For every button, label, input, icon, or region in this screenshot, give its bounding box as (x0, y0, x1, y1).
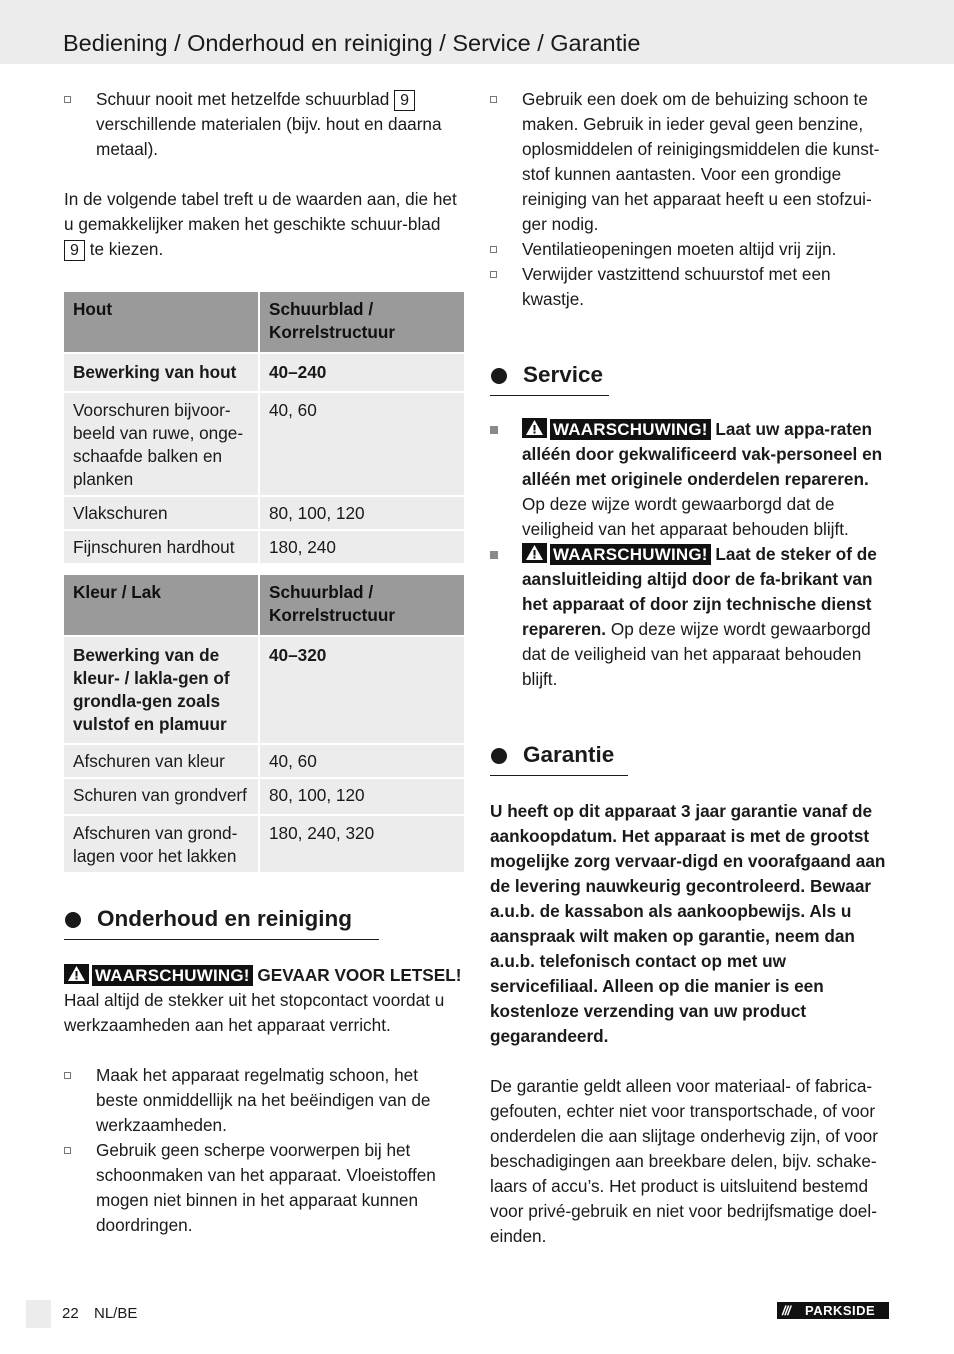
table-cell: 180, 240, 320 (260, 816, 464, 874)
checkbox-bullet-icon (64, 96, 71, 103)
page-header (0, 0, 954, 64)
list-item: Schuur nooit met hetzelfde schuurblad 9 verschillende materialen (bijv. hout en daarna metaal). (64, 87, 464, 162)
logo-slashes: /// (782, 1303, 790, 1318)
bullet-dot-icon (491, 368, 507, 384)
table-header-cell: Kleur / Lak (64, 575, 260, 637)
table-cell: Fijnschuren hardhout (64, 531, 260, 565)
table-row (64, 393, 464, 497)
warning-triangle-icon (522, 418, 547, 438)
warning-maintenance: WAARSCHUWING! GEVAAR VOOR LETSEL! Haal altijd de stekker uit het stopcontact voordat u werkzaamheden aan het apparaat verricht. (64, 965, 462, 1035)
square-bullet-icon (490, 551, 498, 559)
left-column (64, 87, 464, 1238)
list-item: Ventilatieopeningen moeten altijd vrij zijn. (490, 237, 892, 262)
table-row (64, 354, 464, 393)
table-cell: 80, 100, 120 (260, 779, 464, 816)
list-item: Maak het apparaat regelmatig schoon, het beste onmiddellijk na het beëindigen van de werkzaamheden. (64, 1063, 464, 1138)
list-item: Gebruik een doek om de behuizing schoon te maken. Gebruik in ieder geval geen benzine, oplosmiddelen of reinigingsmiddelen die kunst-stof kunnen aantasten. Voor een grondige reiniging van het apparaat heeft u een stofzui-ger nodig. (490, 87, 892, 237)
bullet-dot-icon (65, 912, 81, 928)
logo-text: PARKSIDE (805, 1303, 876, 1318)
table-row (64, 497, 464, 531)
warning-label: WAARSCHUWING! (550, 419, 711, 440)
heading-underline (490, 775, 628, 777)
table-header-cell: Schuurblad / Korrelstructuur (260, 292, 464, 354)
table-row (64, 745, 464, 779)
checkbox-bullet-icon (490, 271, 497, 278)
warning-item: WAARSCHUWING! Laat de steker of de aansluitleiding altijd door de fa-brikant van het apparaat of door zijn technische dienst repareren. Op deze wijze wordt gewaarborgd dat de veiligheid van het apparaat behouden blijft. (490, 542, 892, 692)
table-header-cell: Hout (64, 292, 260, 354)
list-item: Verwijder vastzittend schuurstof met een kwastje. (490, 262, 892, 312)
table-row (64, 531, 464, 565)
wood-grain-table (64, 292, 464, 565)
paint-grain-table (64, 575, 464, 874)
checkbox-bullet-icon (490, 96, 497, 103)
section-heading-service: Service (490, 360, 892, 392)
checkbox-bullet-icon (490, 246, 497, 253)
section-heading-warranty: Garantie (490, 740, 892, 772)
checkbox-bullet-icon (64, 1072, 71, 1079)
table-cell: 40–320 (260, 637, 464, 745)
heading-underline (64, 939, 379, 941)
table-row (64, 816, 464, 874)
table-header-cell: Schuurblad / Korrelstructuur (260, 575, 464, 637)
table-cell: 80, 100, 120 (260, 497, 464, 531)
section-heading-maintenance: Onderhoud en reiniging (64, 904, 464, 936)
page-number-box (26, 1300, 51, 1328)
warning-label: WAARSCHUWING! (550, 544, 711, 565)
warning-triangle-icon (522, 543, 547, 563)
table-cell: Afschuren van kleur (64, 745, 260, 779)
part-reference: 9 (394, 90, 415, 111)
language-code: NL/BE (94, 1305, 138, 1322)
table-cell: Voorschuren bijvoor-beeld van ruwe, onge-schaafde balken en planken (64, 393, 260, 497)
right-column (490, 87, 892, 1249)
warranty-conditions: De garantie geldt alleen voor materiaal- of fabrica-gefouten, echter niet voor transportschade, of voor onderdelen die aan slijtage onderhevig zijn, of voor beschadigingen aan breekbare delen, bijv. schake-laars of accu’s. Het product is uitsluitend bestemd voor privé-gebruik en niet voor bedrijfsmatige doel-einden. (490, 1076, 878, 1246)
table-header-row (64, 292, 464, 354)
table-cell: 40, 60 (260, 745, 464, 779)
table-cell: 40–240 (260, 354, 464, 393)
square-bullet-icon (490, 426, 498, 434)
table-row (64, 637, 464, 745)
table-intro: In de volgende tabel treft u de waarden aan, die het u gemakkelijker maken het geschikte schuur-blad 9 te kiezen. (64, 189, 457, 259)
table-row (64, 779, 464, 816)
warning-triangle-icon (64, 964, 89, 984)
table-header-row (64, 575, 464, 637)
table-cell: Bewerking van de kleur- / lakla-gen of grondla-gen zoals vulstof en plamuur (64, 637, 260, 745)
checkbox-bullet-icon (64, 1147, 71, 1154)
table-cell: Schuren van grondverf (64, 779, 260, 816)
table-cell: Afschuren van grond-lagen voor het lakken (64, 816, 260, 874)
warning-item: WAARSCHUWING! Laat uw appa-raten alléén door gekwalificeerd vak-personeel en alléén met originele onderdelen repareren. Op deze wijze wordt gewaarborgd dat de veiligheid van het apparaat behouden blijft. (490, 417, 892, 542)
heading-underline (490, 395, 609, 397)
warning-label: WAARSCHUWING! (92, 965, 253, 986)
parkside-logo (777, 1302, 889, 1319)
part-reference: 9 (64, 240, 85, 261)
bullet-dot-icon (491, 748, 507, 764)
warranty-statement: U heeft op dit apparaat 3 jaar garantie vanaf de aankoopdatum. Het apparaat is met de grootst mogelijke zorg vervaar-digd en voorafgaand aan de levering nauwkeurig gecontroleerd. Bewaar a.u.b. de kassabon als aankoopbewijs. Als u aanspraak wilt maken op garantie, neem dan a.u.b. telefonisch contact op met uw servicefiliaal. Alleen op die manier is een kostenloze verzending van uw product gegarandeerd. (490, 801, 886, 1046)
table-cell: Vlakschuren (64, 497, 260, 531)
table-cell: 40, 60 (260, 393, 464, 497)
list-item: Gebruik geen scherpe voorwerpen bij het schoonmaken van het apparaat. Vloeistoffen mogen niet binnen in het apparaat kunnen doordringen. (64, 1138, 464, 1238)
page-number: 22 (62, 1305, 79, 1322)
table-cell: Bewerking van hout (64, 354, 260, 393)
page-title: Bediening / Onderhoud en reiniging / Service / Garantie (63, 30, 641, 56)
table-cell: 180, 240 (260, 531, 464, 565)
